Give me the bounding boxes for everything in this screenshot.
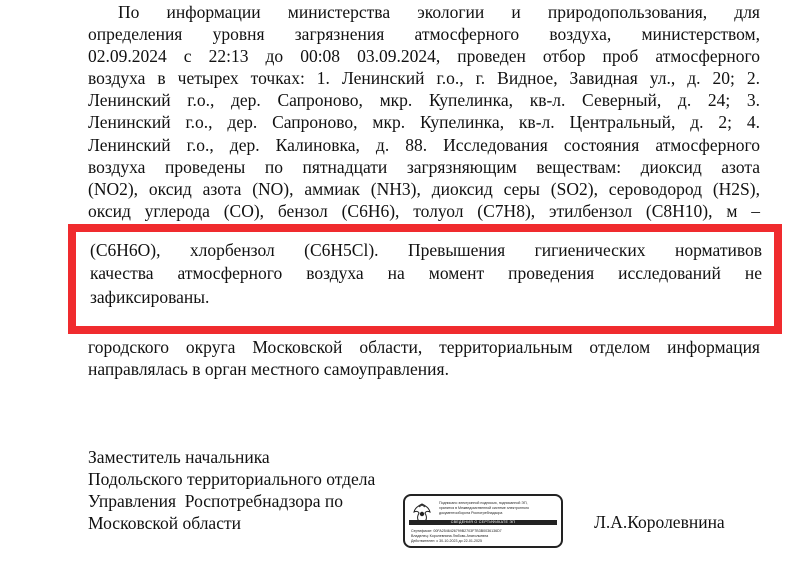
paragraph-line: воздуха проведены по пятнадцати загрязняющим веществам: диоксид азота [88,157,760,177]
paragraph-line: 02.09.2024 с 22:13 до 00:08 03.09.2024, проведен отбор проб атмосферного [88,46,760,66]
paragraph-line: По информации министерства экологии и природопользования, для [118,2,760,22]
highlight-line: зафиксированы. [90,287,210,307]
paragraph-line: Ленинский г.о., дер. Калиновка, д. 88. Исследования состояния атмосферного [88,135,760,155]
paragraph-line: Ленинский г.о., дер. Сапроново, мкр. Купелинка, кв-л. Северный, д. 24; 3. [88,90,760,110]
highlight-line: (C6H6O), хлорбензол (C6H5Cl). Превышения гигиенических нормативов [90,240,762,260]
e-signature-stamp [403,494,563,548]
paragraph-line: оксид углерода (CO), бензол (C6H6), толуол (C7H8), этилбензол (C8H10), м – [88,201,760,221]
paragraph-line: городского округа Московской области, территориальным отделом информация [88,337,760,357]
paragraph-line: (NO2), оксид азота (NO), аммиак (NH3), диоксид серы (SO2), сероводород (H2S), [88,179,760,199]
stamp-owner: Владелец: Королевнина Любовь Анатольевна [411,534,489,538]
signature-line: Подольского территориального отдела [88,469,376,489]
stamp-header-line: документооборота Роспотребнадзора [439,511,503,515]
stamp-header-line: хранится в Межведомственной системе электронного [439,506,530,510]
paragraph-line: воздуха в четырех точках: 1. Ленинский г.о., г. Видное, Завидная ул., д. 20; 2. [88,68,760,88]
signature-line: Заместитель начальника [88,447,270,467]
paragraph-line: Ленинский г.о., дер. Сапроново, мкр. Купелинка, кв-л. Центральный, д. 2; 4. [88,112,760,132]
highlight-line: качества атмосферного воздуха на момент проведения исследований не [90,263,762,283]
stamp-title: СВЕДЕНИЯ О СЕРТИФИКАТЕ ЭП [409,520,557,525]
signer-name: Л.А.Королевнина [594,512,725,532]
signature-line: Московской области [88,513,241,533]
paragraph-line: направлялась в орган местного самоуправления. [88,359,449,379]
paragraph-line: определения уровня загрязнения атмосферного воздуха, министерством, [88,24,760,44]
stamp-certificate: Сертификат: 00FA2546426799B2703F7B3B0036136D7 [411,529,502,533]
stamp-header-line: Подписано электронной подписью, подписанной ЭП, [439,501,528,505]
stamp-validity: Действителен: с 30-10-2023 до 22-01-2025 [411,539,483,543]
signature-line: Управления Роспотребнадзора по [88,491,344,511]
